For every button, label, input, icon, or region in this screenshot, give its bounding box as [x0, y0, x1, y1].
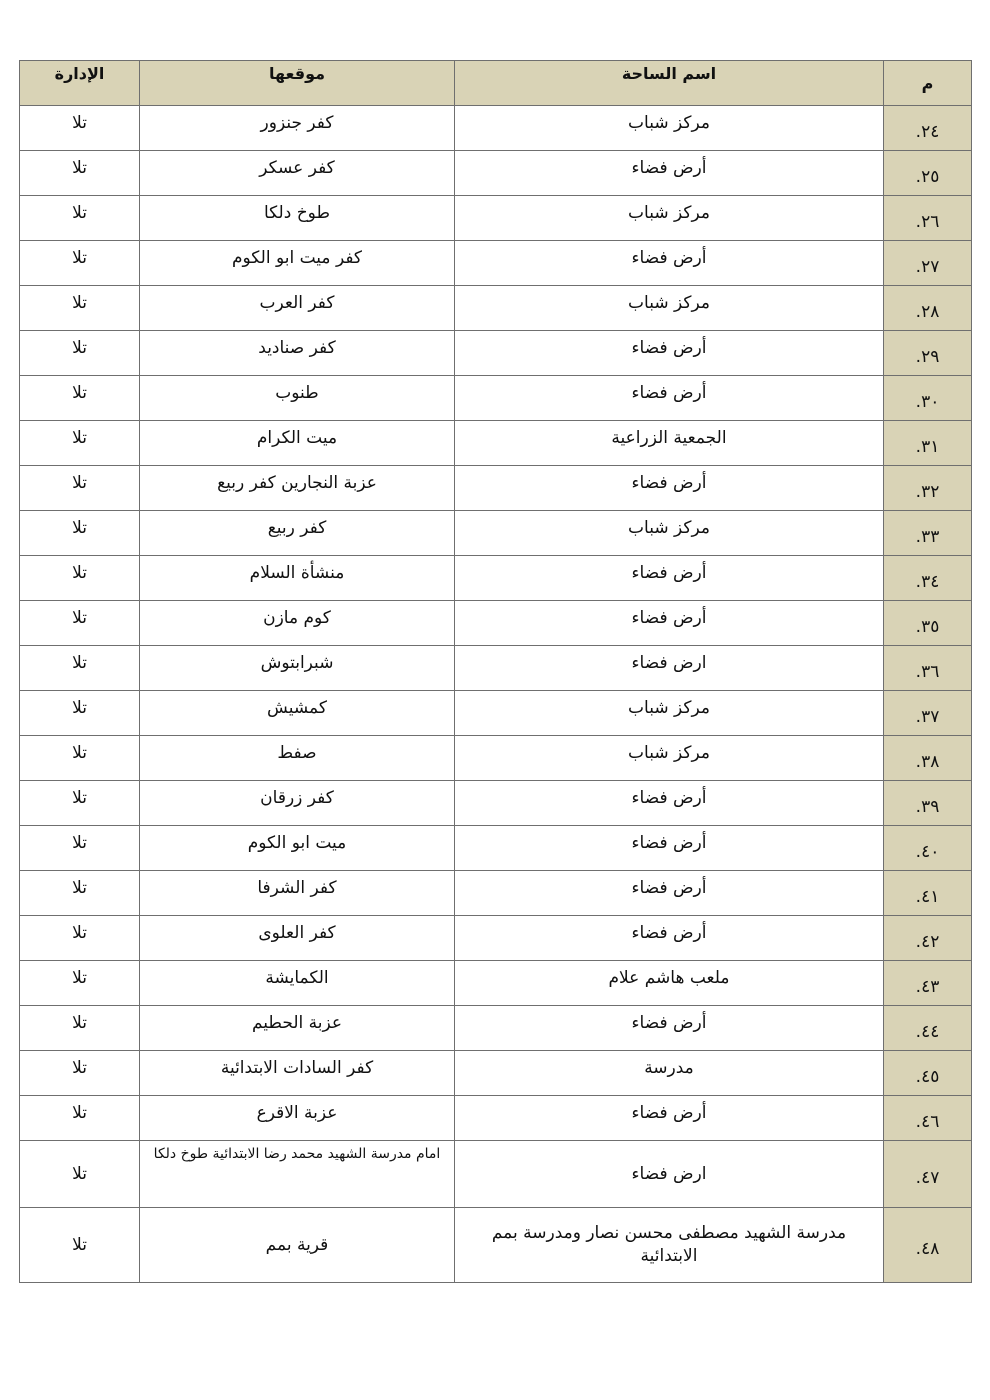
header-row [20, 61, 972, 106]
square-admin: تلا [20, 196, 140, 241]
square-location: عزبة النجارين كفر ربيع [140, 466, 455, 511]
table-row [20, 151, 972, 196]
table-row [20, 376, 972, 421]
square-location: طنوب [140, 376, 455, 421]
square-admin: تلا [20, 1141, 140, 1208]
row-number: ٤١. [884, 871, 972, 916]
table-row [20, 601, 972, 646]
row-number: ٣٣. [884, 511, 972, 556]
square-name: أرض فضاء [455, 601, 884, 646]
square-name: ملعب هاشم علام [455, 961, 884, 1006]
square-admin: تلا [20, 691, 140, 736]
square-location: كفر العرب [140, 286, 455, 331]
table-row [20, 106, 972, 151]
table-row [20, 1141, 972, 1208]
square-name: أرض فضاء [455, 556, 884, 601]
square-name: أرض فضاء [455, 1096, 884, 1141]
squares-table [19, 60, 972, 1283]
row-number: ٢٥. [884, 151, 972, 196]
table-row [20, 781, 972, 826]
square-name: ارض فضاء [455, 1141, 884, 1208]
square-location: كفر الشرفا [140, 871, 455, 916]
square-admin: تلا [20, 106, 140, 151]
square-name: أرض فضاء [455, 916, 884, 961]
table-row [20, 511, 972, 556]
square-admin: تلا [20, 1096, 140, 1141]
row-number: ٢٨. [884, 286, 972, 331]
table-row [20, 421, 972, 466]
square-name: مركز شباب [455, 736, 884, 781]
table-row [20, 241, 972, 286]
square-admin: تلا [20, 601, 140, 646]
table-row [20, 826, 972, 871]
row-number: ٢٤. [884, 106, 972, 151]
table-row [20, 691, 972, 736]
table-row [20, 736, 972, 781]
table-row [20, 646, 972, 691]
header-name: اسم الساحة [455, 61, 884, 106]
square-location: كوم مازن [140, 601, 455, 646]
table-row [20, 286, 972, 331]
header-admin: الإدارة [20, 61, 140, 106]
document-sheet [19, 60, 971, 1283]
square-name: الجمعية الزراعية [455, 421, 884, 466]
square-name: أرض فضاء [455, 331, 884, 376]
square-location: كفر صناديد [140, 331, 455, 376]
square-location: صفط [140, 736, 455, 781]
row-number: ٣٠. [884, 376, 972, 421]
square-admin: تلا [20, 331, 140, 376]
table-row [20, 196, 972, 241]
square-location: الكمايشة [140, 961, 455, 1006]
square-admin: تلا [20, 961, 140, 1006]
row-number: ٢٦. [884, 196, 972, 241]
square-admin: تلا [20, 466, 140, 511]
square-name: أرض فضاء [455, 241, 884, 286]
table-row [20, 916, 972, 961]
square-location: عزبة الاقرع [140, 1096, 455, 1141]
table-row [20, 1096, 972, 1141]
table-row [20, 466, 972, 511]
square-admin: تلا [20, 1208, 140, 1283]
square-admin: تلا [20, 781, 140, 826]
table-row [20, 1208, 972, 1283]
square-admin: تلا [20, 871, 140, 916]
header-num: م [884, 61, 972, 106]
square-location: كفر ميت ابو الكوم [140, 241, 455, 286]
row-number: ٤٨. [884, 1208, 972, 1283]
square-name: مدرسة [455, 1051, 884, 1096]
square-location: كفر عسكر [140, 151, 455, 196]
row-number: ٣٥. [884, 601, 972, 646]
square-name: أرض فضاء [455, 1006, 884, 1051]
square-admin: تلا [20, 286, 140, 331]
square-name: أرض فضاء [455, 151, 884, 196]
table-row [20, 331, 972, 376]
square-name: أرض فضاء [455, 826, 884, 871]
square-admin: تلا [20, 1051, 140, 1096]
square-admin: تلا [20, 376, 140, 421]
square-name: أرض فضاء [455, 871, 884, 916]
square-location: قرية بمم [140, 1208, 455, 1283]
row-number: ٣٨. [884, 736, 972, 781]
square-name: أرض فضاء [455, 781, 884, 826]
table-row [20, 1006, 972, 1051]
square-location: ميت ابو الكوم [140, 826, 455, 871]
table-header [20, 61, 972, 106]
square-location: ميت الكرام [140, 421, 455, 466]
square-location: امام مدرسة الشهيد محمد رضا الابتدائية طوخ دلكا [140, 1141, 455, 1208]
square-admin: تلا [20, 511, 140, 556]
square-location: طوخ دلكا [140, 196, 455, 241]
square-name: أرض فضاء [455, 376, 884, 421]
square-admin: تلا [20, 1006, 140, 1051]
row-number: ٣٤. [884, 556, 972, 601]
table-body [20, 106, 972, 1283]
row-number: ٣٧. [884, 691, 972, 736]
square-name: أرض فضاء [455, 466, 884, 511]
square-admin: تلا [20, 916, 140, 961]
square-location: كفر ربيع [140, 511, 455, 556]
row-number: ٣٦. [884, 646, 972, 691]
square-name: مركز شباب [455, 691, 884, 736]
row-number: ٣٢. [884, 466, 972, 511]
square-admin: تلا [20, 736, 140, 781]
square-admin: تلا [20, 151, 140, 196]
square-location: كفر جنزور [140, 106, 455, 151]
table-row [20, 556, 972, 601]
row-number: ٤٤. [884, 1006, 972, 1051]
square-location: عزبة الحطيم [140, 1006, 455, 1051]
square-location: كمشيش [140, 691, 455, 736]
square-admin: تلا [20, 421, 140, 466]
table-row [20, 961, 972, 1006]
square-name: مركز شباب [455, 106, 884, 151]
row-number: ٣٩. [884, 781, 972, 826]
row-number: ٢٧. [884, 241, 972, 286]
row-number: ٤٢. [884, 916, 972, 961]
table-row [20, 1051, 972, 1096]
square-admin: تلا [20, 646, 140, 691]
square-name: مركز شباب [455, 196, 884, 241]
row-number: ٤٣. [884, 961, 972, 1006]
row-number: ٢٩. [884, 331, 972, 376]
square-name: مركز شباب [455, 286, 884, 331]
row-number: ٣١. [884, 421, 972, 466]
square-admin: تلا [20, 556, 140, 601]
square-admin: تلا [20, 826, 140, 871]
table-row [20, 871, 972, 916]
row-number: ٤٥. [884, 1051, 972, 1096]
row-number: ٤٦. [884, 1096, 972, 1141]
square-admin: تلا [20, 241, 140, 286]
row-number: ٤٧. [884, 1141, 972, 1208]
square-name: مدرسة الشهيد مصطفى محسن نصار ومدرسة بمم الابتدائية [455, 1208, 884, 1283]
header-location: موقعها [140, 61, 455, 106]
square-location: منشأة السلام [140, 556, 455, 601]
square-name: مركز شباب [455, 511, 884, 556]
square-name: ارض فضاء [455, 646, 884, 691]
square-location: كفر السادات الابتدائية [140, 1051, 455, 1096]
row-number: ٤٠. [884, 826, 972, 871]
square-location: شبرابتوش [140, 646, 455, 691]
square-location: كفر زرقان [140, 781, 455, 826]
square-location: كفر العلوى [140, 916, 455, 961]
